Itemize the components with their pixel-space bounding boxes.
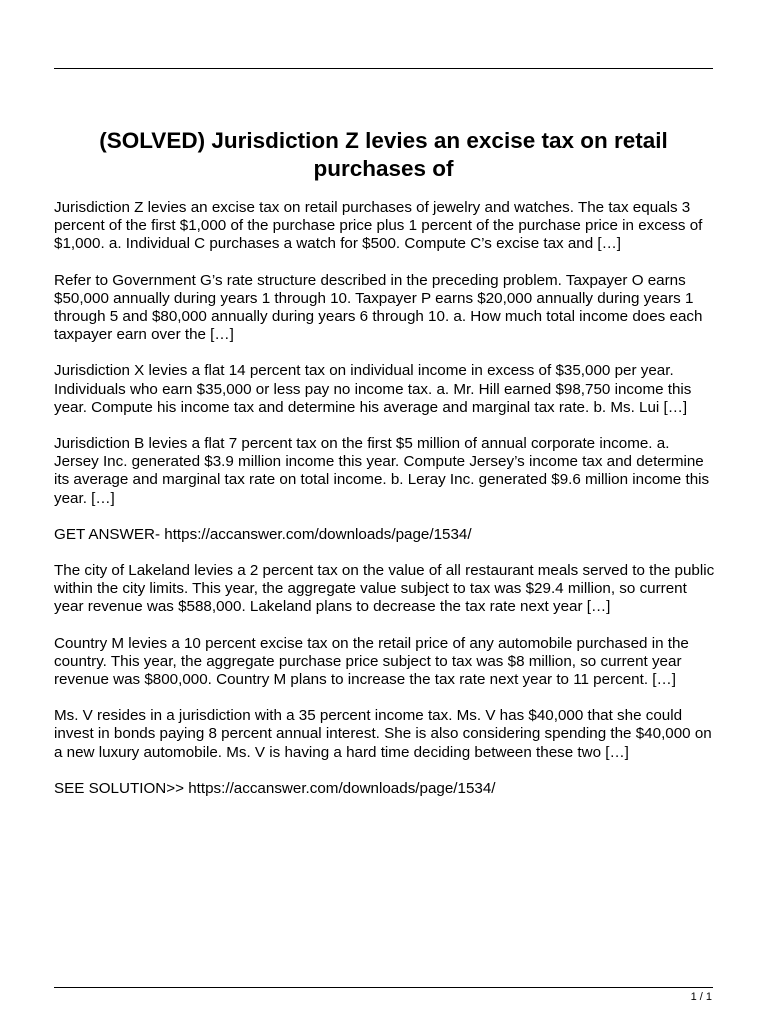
paragraph-lakeland: The city of Lakeland levies a 2 percent tax on the value of all restaurant meals served to the public within the city limits. This year, the aggregate value subject to tax was $29.4 million, so current year revenue was $588,000. Lakeland plans to decrease the tax rate next year […] <box>54 562 715 616</box>
paragraph-jurisdiction-x: Jurisdiction X levies a flat 14 percent tax on individual income in excess of $35,000 per year. Individuals who earn $35,000 or less pay no income tax. a. Mr. Hill earned $98,750 income this year. Compute his income tax and determine his average and marginal tax rate. b. Ms. Lui […] <box>54 362 692 416</box>
paragraph-jurisdiction-z: Jurisdiction Z levies an excise tax on retail purchases of jewelry and watches. The tax equals 3 percent of the first $1,000 of the purchase price plus 1 percent of the purchase price in excess of $1,000. a. Individual C purchases a watch for $500. Compute C’s excise tax and […] <box>54 199 703 253</box>
get-answer-link[interactable]: GET ANSWER- https://accanswer.com/downloads/page/1534/ <box>54 525 472 543</box>
paragraph-country-m: Country M levies a 10 percent excise tax on the retail price of any automobile purchased in the country. This year, the aggregate purchase price subject to tax was $8 million, so current year revenue was $800,000. Country M plans to increase the tax rate next year to 11 percent. […] <box>54 634 689 689</box>
paragraph-government-g: Refer to Government G’s rate structure described in the preceding problem. Taxpayer O earns $50,000 annually during years 1 through 10. Taxpayer P earns $20,000 annually during years 1 through 5 and $80,000 annually during years 6 through 10. a. How much total income does each taxpayer earn over the […] <box>54 271 703 344</box>
see-solution-link[interactable]: SEE SOLUTION>> https://accanswer.com/downloads/page/1534/ <box>54 779 496 797</box>
paragraph-ms-v: Ms. V resides in a jurisdiction with a 35 percent income tax. Ms. V has $40,000 that she could invest in bonds paying 8 percent annual interest. She is also considering spending the $40,000 on a new luxury automobile. Ms. V is having a hard time deciding between these two […] <box>54 707 712 761</box>
footer-rule <box>54 987 713 988</box>
document-title: (SOLVED) Jurisdiction Z levies an excise tax on retail purchases of <box>99 128 668 181</box>
see-solution-paragraph <box>54 780 716 798</box>
paragraph-jurisdiction-b: Jurisdiction B levies a flat 7 percent tax on the first $5 million of annual corporate income. a. Jersey Inc. generated $3.9 million income this year. Compute Jersey’s income tax and determine its average and marginal tax rate on total income. b. Leray Inc. generated $9.6 million income this year. […] <box>54 435 710 507</box>
page-number: 1 / 1 <box>690 991 712 1003</box>
document-body <box>54 199 716 816</box>
get-answer-paragraph <box>54 526 716 544</box>
header-rule <box>54 68 713 69</box>
